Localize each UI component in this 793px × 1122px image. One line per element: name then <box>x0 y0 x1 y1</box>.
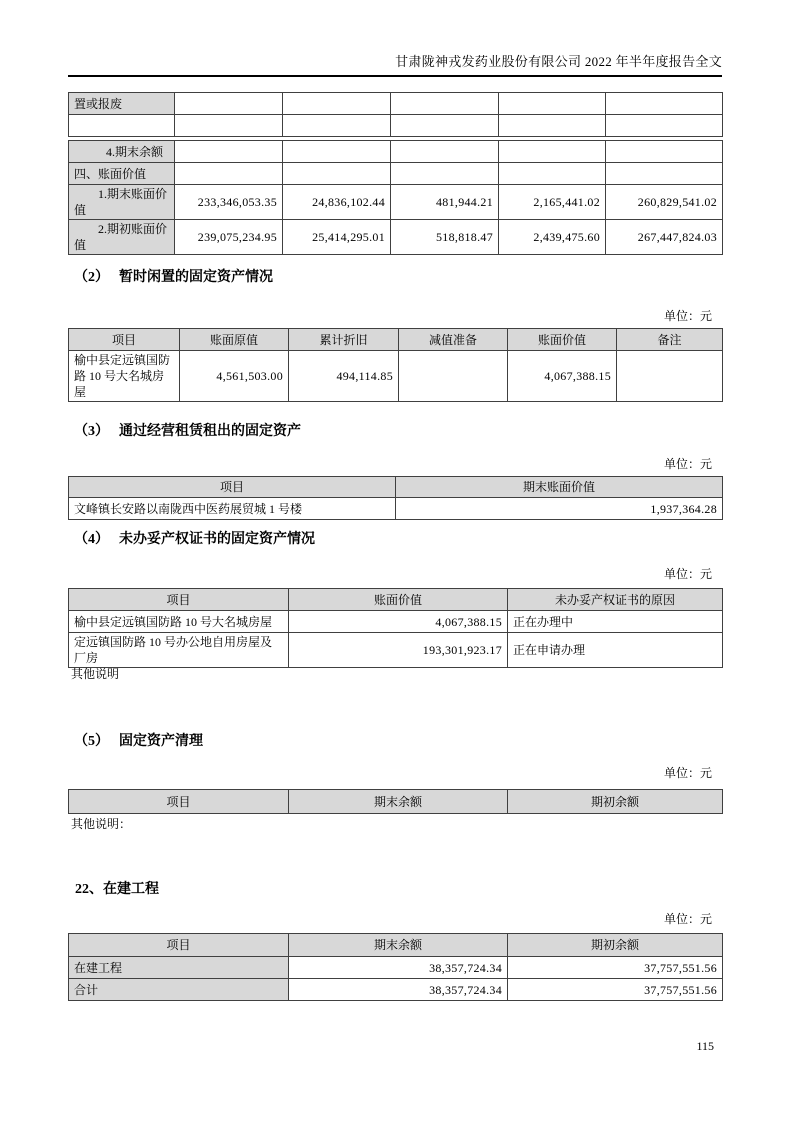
row-label: 四、账面价值 <box>69 163 175 185</box>
section-number: （4） <box>74 532 109 547</box>
table-cell <box>391 141 499 163</box>
section-number: （3） <box>74 424 109 439</box>
table-cell: 24,836,102.44 <box>283 185 391 220</box>
column-header: 项目 <box>69 790 289 814</box>
section-heading-5 <box>74 732 203 751</box>
table-header-row <box>69 477 723 498</box>
column-header: 项目 <box>69 934 289 957</box>
table-cell <box>606 115 723 137</box>
table-cell <box>175 115 283 137</box>
column-header: 累计折旧 <box>289 329 399 351</box>
table-cell <box>175 93 283 115</box>
section-title: 暂时闲置的固定资产情况 <box>119 270 273 285</box>
unit-label: 单位：元 <box>663 309 712 323</box>
table-row <box>69 185 723 220</box>
table-cell: 239,075,234.95 <box>175 220 283 255</box>
section-title: 22、在建工程 <box>75 882 159 897</box>
other-note: 其他说明： <box>71 817 132 831</box>
table-cell <box>175 141 283 163</box>
table-cell: 2,165,441.02 <box>499 185 606 220</box>
section-heading-3 <box>74 422 301 441</box>
section-number: （2） <box>74 270 109 285</box>
table-cell <box>499 93 606 115</box>
column-header: 项目 <box>69 477 396 498</box>
column-header: 未办妥产权证书的原因 <box>508 589 723 611</box>
column-header: 账面价值 <box>289 589 508 611</box>
table-cell <box>399 351 508 402</box>
table-row <box>69 957 723 979</box>
section-title: 固定资产清理 <box>119 734 203 749</box>
fixed-assets-carryover-table-top <box>68 92 723 137</box>
table-row <box>69 115 723 137</box>
table-row <box>69 633 723 668</box>
table-cell: 37,757,551.56 <box>508 957 723 979</box>
row-label <box>69 115 175 137</box>
fixed-assets-carryover-table-bottom <box>68 140 723 255</box>
unit-label: 单位：元 <box>663 766 712 780</box>
column-header: 期末账面价值 <box>396 477 723 498</box>
table-header-row <box>69 790 723 814</box>
row-label: 榆中县定远镇国防路 10 号大名城房屋 <box>69 611 289 633</box>
table-row <box>69 979 723 1001</box>
table-cell <box>283 93 391 115</box>
column-header: 项目 <box>69 589 289 611</box>
section-title: 通过经营租赁租出的固定资产 <box>119 424 301 439</box>
table-cell: 260,829,541.02 <box>606 185 723 220</box>
section-heading-2 <box>74 268 273 287</box>
column-header: 账面价值 <box>508 329 617 351</box>
table-cell <box>283 163 391 185</box>
table-header-row <box>69 589 723 611</box>
section-title: 未办妥产权证书的固定资产情况 <box>119 532 315 547</box>
table-cell <box>499 163 606 185</box>
table-row <box>69 141 723 163</box>
column-header: 账面原值 <box>180 329 289 351</box>
section-heading-4 <box>74 530 315 549</box>
row-label: 在建工程 <box>69 957 289 979</box>
column-header: 期初余额 <box>508 790 723 814</box>
other-note: 其他说明 <box>71 667 120 681</box>
column-header: 备注 <box>617 329 723 351</box>
column-header: 减值准备 <box>399 329 508 351</box>
leased-out-assets-table <box>68 476 723 520</box>
unit-label: 单位：元 <box>663 567 712 581</box>
table-cell: 233,346,053.35 <box>175 185 283 220</box>
table-cell: 正在申请办理 <box>508 633 723 668</box>
section-number: （5） <box>74 734 109 749</box>
table-cell <box>499 141 606 163</box>
table-row <box>69 498 723 520</box>
construction-in-progress-table <box>68 933 723 1001</box>
row-label: 1.期末账面价值 <box>69 185 175 220</box>
table-cell: 4,067,388.15 <box>508 351 617 402</box>
row-label: 文峰镇长安路以南陇西中医药展贸城 1 号楼 <box>69 498 396 520</box>
table-cell: 4,067,388.15 <box>289 611 508 633</box>
idle-fixed-assets-table <box>68 328 723 402</box>
table-cell <box>283 115 391 137</box>
column-header: 期初余额 <box>508 934 723 957</box>
row-label: 榆中县定远镇国防路 10 号大名城房屋 <box>69 351 180 402</box>
table-cell <box>499 115 606 137</box>
table-cell: 2,439,475.60 <box>499 220 606 255</box>
section-heading-22 <box>75 880 159 899</box>
table-cell: 38,357,724.34 <box>289 979 508 1001</box>
table-cell <box>617 351 723 402</box>
unit-label: 单位：元 <box>663 912 712 926</box>
asset-disposal-table <box>68 789 723 814</box>
table-cell: 267,447,824.03 <box>606 220 723 255</box>
table-cell <box>391 115 499 137</box>
table-cell: 1,937,364.28 <box>396 498 723 520</box>
table-cell <box>391 163 499 185</box>
table-row <box>69 163 723 185</box>
header-rule <box>68 75 722 77</box>
row-label: 置或报废 <box>69 93 175 115</box>
table-cell: 正在办理中 <box>508 611 723 633</box>
table-cell: 481,944.21 <box>391 185 499 220</box>
table-row <box>69 351 723 402</box>
table-cell <box>606 93 723 115</box>
table-cell: 25,414,295.01 <box>283 220 391 255</box>
row-label: 合计 <box>69 979 289 1001</box>
table-row <box>69 611 723 633</box>
table-cell: 494,114.85 <box>289 351 399 402</box>
table-cell: 193,301,923.17 <box>289 633 508 668</box>
table-cell <box>175 163 283 185</box>
no-certificate-assets-table <box>68 588 723 668</box>
column-header: 期末余额 <box>289 934 508 957</box>
column-header: 项目 <box>69 329 180 351</box>
page-header-title: 甘肃陇神戎发药业股份有限公司 2022 年半年度报告全文 <box>395 54 722 69</box>
table-cell <box>606 141 723 163</box>
table-row <box>69 220 723 255</box>
page-number: 115 <box>696 1039 714 1053</box>
table-header-row <box>69 329 723 351</box>
table-cell: 37,757,551.56 <box>508 979 723 1001</box>
table-header-row <box>69 934 723 957</box>
row-label: 定远镇国防路 10 号办公地自用房屋及厂房 <box>69 633 289 668</box>
unit-label: 单位：元 <box>663 457 712 471</box>
row-label: 2.期初账面价值 <box>69 220 175 255</box>
table-cell: 38,357,724.34 <box>289 957 508 979</box>
column-header: 期末余额 <box>289 790 508 814</box>
table-row <box>69 93 723 115</box>
table-cell: 4,561,503.00 <box>180 351 289 402</box>
table-cell <box>283 141 391 163</box>
table-cell <box>391 93 499 115</box>
table-cell: 518,818.47 <box>391 220 499 255</box>
table-cell <box>606 163 723 185</box>
row-label: 4.期末余额 <box>69 141 175 163</box>
